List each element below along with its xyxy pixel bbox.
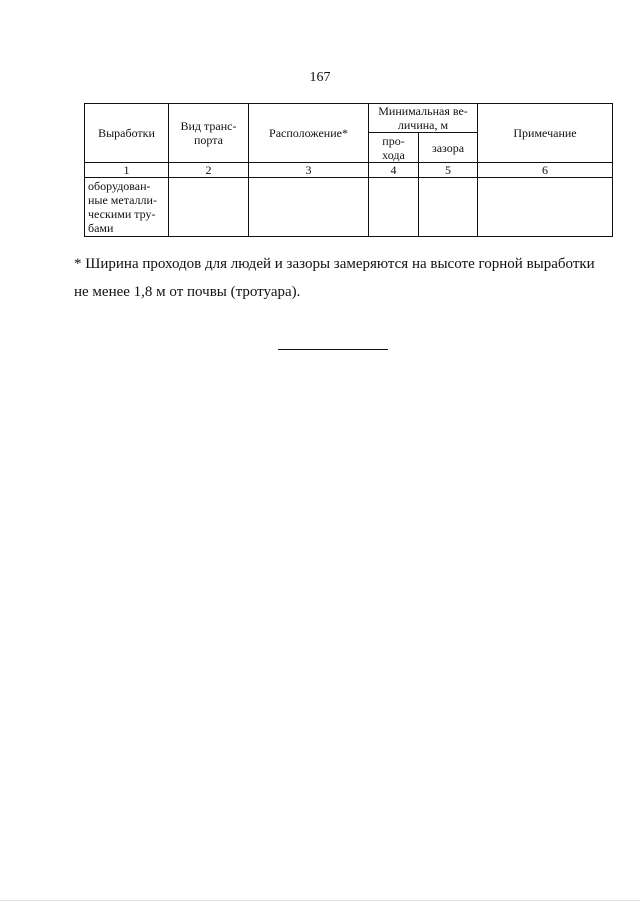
column-number: 6 [478,163,613,178]
column-number: 3 [249,163,369,178]
cell-workings: оборудован- ные металли- ческими тру- бами [85,178,169,237]
header-minimum-size-group: Минимальная ве- личина, м [369,104,478,133]
section-end-rule [278,349,388,350]
footnote-line-1: * Ширина проходов для людей и зазоры замеряются на высоте горной выработки [74,256,595,272]
column-number: 4 [369,163,419,178]
cell-note [478,178,613,237]
column-number: 1 [85,163,169,178]
cell-transport-type [169,178,249,237]
cell-gap [419,178,478,237]
footnote-line-2: не менее 1,8 м от почвы (тротуара). [74,284,301,300]
header-passage: про- хода [369,133,419,163]
requirements-table [84,103,613,237]
header-workings: Выработки [85,104,169,163]
table-row [85,178,613,237]
cell-passage [369,178,419,237]
table-header-row [85,104,613,133]
header-note: Примечание [478,104,613,163]
column-number: 5 [419,163,478,178]
header-transport-type: Вид транс- порта [169,104,249,163]
page-bottom-edge [0,900,640,901]
column-number-row [85,163,613,178]
column-number: 2 [169,163,249,178]
page-number: 167 [309,70,331,85]
header-gap: зазора [419,133,478,163]
footnote [74,250,614,306]
header-location: Расположение* [249,104,369,163]
cell-location [249,178,369,237]
